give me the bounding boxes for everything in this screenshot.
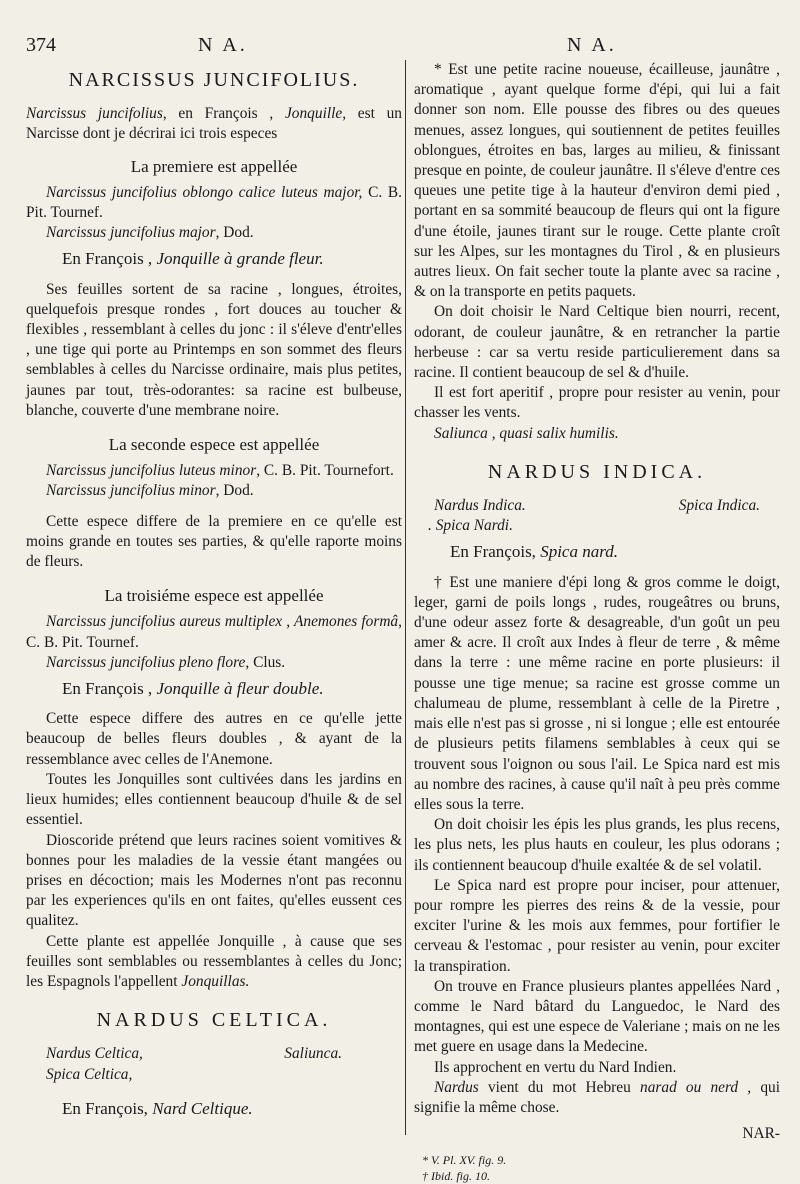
hebrew-latin: Nardus	[434, 1078, 479, 1096]
indica-france: On trouve en France plusieurs plantes appellées Nard , comme le Nard bâtard du Languedoc, le Nard des montagnes, qui est une espece de Valeriane ; mais on ne les met guere en usage dans la Medecine.	[414, 977, 780, 1056]
species-1-synonyms	[26, 183, 402, 244]
synonym-authority: , Clus.	[245, 653, 286, 671]
right-column	[414, 60, 780, 1184]
naming-spanish: Jonquillas.	[181, 972, 250, 990]
footnote-2: † Ibid. fig. 10.	[422, 1169, 490, 1184]
dioscoride-paragraph: Dioscoride prétend que leurs racines soient vomitives & bonnes pour les maladies de la vessie étant mangées ou prises en décoction; mais les Modernes n'ont pas reconnu par les experiences qu'ils en ont faites, qu'elles eussent ces qualitez.	[26, 831, 402, 930]
species-1-heading: La premiere est appellée	[130, 156, 298, 176]
indica-approach: Ils approchent en vertu du Nard Indien.	[434, 1058, 677, 1076]
gardens-paragraph: Toutes les Jonquilles sont cultivées dans les jardins en lieux humides; elles contiennent beaucoup d'huile & de sel essentiel.	[26, 770, 402, 829]
synonym-latin: . Spica Nardi.	[428, 517, 513, 535]
naming-paragraph	[26, 932, 402, 993]
french-name: Nard Celtique.	[152, 1098, 253, 1118]
species-1-description: Ses feuilles sortent de sa racine , longues, étroites, quelquefois presque rondes , fort douces au toucher & flexibles , ressemblant à celles du jonc : il s'éleve d'entr'elles , une tige qui porte au Printemps en son sommet des fleurs semblables à celles du Narcisse ordinaire, mais plus petites, jaunes par tout, très-odorantes: sa racine est bulbeuse, blanche, couverte d'une membrane noire.	[26, 280, 402, 419]
species-2-heading: La seconde espece est appellée	[108, 435, 320, 455]
indica-french-name	[414, 542, 780, 562]
intro-text-b: , est un Narcisse dont je décrirai ici trois especes	[26, 105, 402, 143]
page-number: 374	[26, 34, 56, 56]
entry-title-nardus-celtica: NARDUS CELTICA.	[96, 1009, 332, 1032]
indica-use: Le Spica nard est propre pour inciser, pour attenuer, pour rompre les pierres des reins & de la vessie, pour exciter l'urine & les mois aux femmes, pour fortifier le cerveau & l'estomac , pour resister au venin, pour exciter la transpiration.	[414, 876, 780, 975]
indica-synonyms-row	[414, 496, 780, 516]
synonym-authority: C. B. Pit. Tournef.	[26, 183, 403, 222]
species-2-synonyms	[26, 461, 402, 501]
celtica-aperitif: Il est fort aperitif , propre pour resister au venin, pour chasser les vents.	[414, 384, 780, 422]
intro-latin: Narcissus juncifolius	[26, 105, 163, 123]
hebrew-text: vient du mot Hebreu	[487, 1078, 631, 1096]
synonym-authority: , C. B. Pit. Tournef.	[26, 613, 402, 651]
indica-hebrew	[414, 1078, 780, 1118]
species-3-description: Cette espece differe des autres en ce qu'elle jette beaucoup de belles fleurs doubles , & ayant de la ressemblance avec celles de l'Anemone.	[26, 710, 402, 768]
celtica-synonyms-row	[26, 1044, 402, 1064]
celtica-etymology: Saliunca , quasi salix humilis.	[434, 424, 619, 442]
celtica-synonyms-row-2	[26, 1065, 402, 1085]
french-label: En François,	[450, 542, 536, 562]
celtica-choose: On doit choisir le Nard Celtique bien nourri, recent, odorant, de couleur jaunâtre, & en retrancher la partie herbeuse : car sa vertu reside particulierement dans sa racine. Il contient beaucoup de sel & d'huile.	[414, 303, 780, 382]
footnote-1: * V. Pl. XV. fig. 9.	[422, 1153, 507, 1168]
synonym-latin: Spica Celtica,	[46, 1065, 133, 1083]
french-label: En François,	[62, 1098, 148, 1118]
hebrew-text-end: qui signifie la même chose.	[414, 1078, 780, 1116]
catchword: NAR-	[742, 1125, 780, 1143]
indica-choose: On doit choisir les épis les plus grands, les plus recens, les plus nets, les plus hauts en couleur, les plus odorans ; ils contiennent beaucoup d'huile exaltée & de sel volatil.	[414, 816, 780, 874]
french-label: En François ,	[62, 679, 153, 699]
footnotes	[414, 1152, 780, 1184]
synonym-latin: Narcissus juncifolius minor	[46, 482, 216, 500]
indica-description: † Est une maniere d'épi long & gros comme le doigt, leger, garni de poils longs , rudes, rougeâtres ou bruns, d'une odeur assez forte & desagreable, d'un goût un peu amer & acre. Il croît aux Indes à fleur de terre , & même dans la terre : une même racine en porte plusieurs: il pousse une tige menue; sa racine est grosse comme un chalumeau de plume, ressemblant à celle de la Piretre , mais elle n'est pas si grosse , ni si longue ; elle est entourée de plusieurs petits filamens semblables à ceux qui se trouvent sous l'oignon ou sous l'ail. Le Spica nard est mis au nombre des racines, à cause qu'il naît à peu près comme elles sous la terre.	[414, 573, 780, 813]
synonym-latin: Narcissus juncifolius luteus minor	[46, 462, 257, 480]
column-divider	[405, 60, 406, 1135]
synonym-latin: Saliunca.	[284, 1045, 342, 1063]
synonym-latin: Spica Indica.	[678, 497, 760, 515]
entry-title-narcissus: NARCISSUS JUNCIFOLIUS.	[68, 69, 360, 91]
hebrew-words: narad ou nerd ,	[640, 1078, 752, 1096]
indica-synonyms-row-2	[414, 516, 780, 536]
left-column	[26, 60, 402, 1127]
species-3-synonyms	[26, 612, 402, 673]
celtica-description: * Est une petite racine noueuse, écailleuse, jaunâtre , aromatique , ayant quelque forme d'épi, qui lui a fait donner son nom. Elle pousse des fibres ou des queues menues, assez longues, qui soutiennent de petites feuilles oblongues, étroites en bas, larges au milieu, & finissant presque en pointe, de couleur jaunâtre. Il s'éleve d'entre ces queues une petite tige à la hauteur d'environ demi pied , portant en sa sommité beaucoup de fleurs qui ont la figure d'une étoile, jaunes tirant sur le rouge. Cette plante croît sur les Alpes, sur les montagnes du Tirol , & en plusieurs autres lieux. On fait secher toute la plante avec sa racine , & on la transporte en petits paquets.	[414, 61, 780, 301]
intro-french-name: Jonquille	[284, 105, 343, 123]
synonym-latin: Narcissus juncifolius oblongo calice luteus major,	[46, 183, 363, 201]
synonym-authority: , Dod.	[215, 224, 254, 242]
french-name: Spica nard.	[540, 542, 618, 562]
species-3-heading: La troisiéme espece est appellée	[104, 586, 324, 606]
running-head-left: N A.	[198, 34, 248, 56]
species-2-description: Cette espece differe de la premiere en ce qu'elle est moins grande en toutes ses parties, & qu'elle raporte moins de fleurs.	[26, 512, 402, 571]
french-name: Jonquille à fleur double.	[156, 679, 324, 699]
synonym-latin: Narcissus juncifolius major	[46, 224, 216, 242]
synonym-latin: Narcissus juncifolius pleno flore	[46, 653, 246, 671]
synonym-latin: Nardus Celtica,	[46, 1045, 143, 1063]
synonym-latin: Narcissus juncifolius aureus multiplex , Anemones formâ	[46, 613, 399, 631]
synonym-authority: , Dod.	[215, 482, 254, 500]
species-3-french-name	[26, 679, 402, 699]
celtica-french-name	[26, 1099, 402, 1119]
entry-title-nardus-indica: NARDUS INDICA.	[487, 460, 707, 483]
synonym-authority: , C. B. Pit. Tournefort.	[256, 462, 394, 480]
synonym-latin: Nardus Indica.	[434, 497, 526, 515]
running-head-right: N A.	[567, 34, 617, 56]
species-1-french-name	[26, 249, 402, 269]
french-label: En François ,	[62, 249, 153, 269]
french-name: Jonquille à grande fleur.	[156, 249, 324, 269]
naming-text: Cette plante est appellée Jonquille , à cause que ses feuilles sont semblables ou ressemblantes à celles du Jonc; les Espagnols l'appellent	[26, 932, 402, 990]
intro-text-a: , en François ,	[162, 105, 274, 123]
intro-paragraph	[26, 104, 402, 144]
